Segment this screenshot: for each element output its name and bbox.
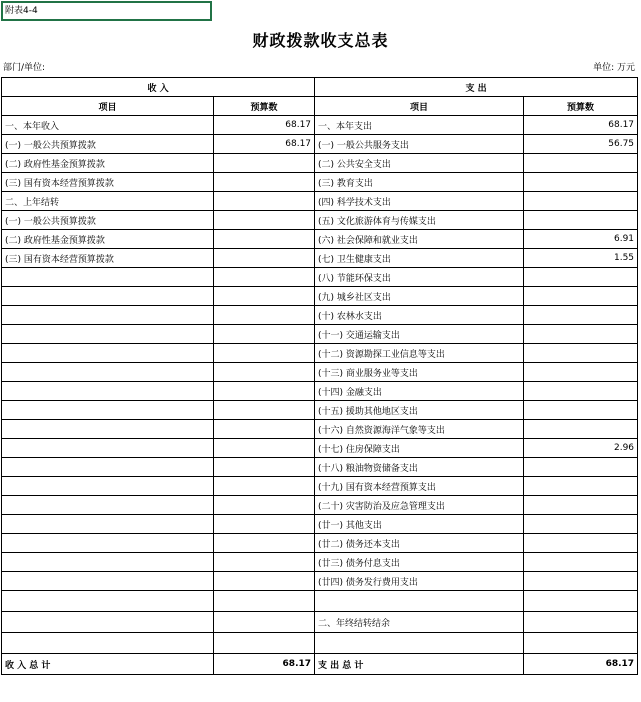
expense-item-header: 项目 [315,97,524,116]
income-value-cell [214,363,315,382]
income-value-cell [214,572,315,591]
expense-value-cell: 6.91 [524,230,638,249]
expense-value-cell [524,287,638,306]
expense-item-cell: (十三) 商业服务业等支出 [315,363,524,382]
expense-value-cell [524,477,638,496]
expense-item-cell: (十七) 住房保障支出 [315,439,524,458]
income-item-cell: 一、本年收入 [2,116,214,135]
income-item-cell [2,420,214,439]
income-value-cell [214,211,315,230]
income-value-cell [214,249,315,268]
income-value-cell [214,612,315,633]
income-item-cell: (一) 一般公共预算拨款 [2,211,214,230]
expense-item-cell: (九) 城乡社区支出 [315,287,524,306]
table-row [2,249,638,268]
expense-total-label: 支 出 总 计 [315,654,524,675]
income-value-cell [214,173,315,192]
income-item-cell [2,591,214,612]
income-budget-header: 预算数 [214,97,315,116]
expense-item-cell: (二十) 灾害防治及应急管理支出 [315,496,524,515]
income-value-cell [214,401,315,420]
income-value-cell [214,287,315,306]
income-item-cell: (二) 政府性基金预算拨款 [2,154,214,173]
expense-item-cell: (十) 农林水支出 [315,306,524,325]
selected-cell-a1[interactable]: 附表4-4 [1,1,212,21]
income-value-cell [214,344,315,363]
expense-value-cell [524,306,638,325]
total-row [2,654,638,675]
expense-value-cell: 1.55 [524,249,638,268]
income-value-cell [214,420,315,439]
expense-value-cell [524,268,638,287]
expense-value-cell [524,572,638,591]
table-row [2,612,638,633]
income-section-header: 收 入 [2,78,315,97]
income-value-cell [214,477,315,496]
table-row [2,363,638,382]
income-item-cell [2,633,214,654]
expense-item-cell: 二、年终结转结余 [315,612,524,633]
income-item-header: 项目 [2,97,214,116]
income-value-cell [214,268,315,287]
unit-label: 单位: 万元 [593,63,635,73]
table-row [2,633,638,654]
table-row [2,382,638,401]
expense-value-cell [524,154,638,173]
table-row [2,420,638,439]
expense-item-cell: (三) 教育支出 [315,173,524,192]
expense-item-cell: (十二) 资源勘探工业信息等支出 [315,344,524,363]
expense-value-cell [524,633,638,654]
income-value-cell [214,515,315,534]
expense-value-cell [524,382,638,401]
table-row [2,325,638,344]
income-value-cell [214,306,315,325]
table-row [2,173,638,192]
income-item-cell [2,496,214,515]
income-item-cell: (一) 一般公共预算拨款 [2,135,214,154]
expense-item-cell: (廿四) 债务发行费用支出 [315,572,524,591]
expense-item-cell: (五) 文化旅游体育与传媒支出 [315,211,524,230]
expense-value-cell [524,420,638,439]
table-row [2,192,638,211]
expense-item-cell: (十九) 国有资本经营预算支出 [315,477,524,496]
income-item-cell: 二、上年结转 [2,192,214,211]
table-row [2,306,638,325]
table-row [2,534,638,553]
expense-section-header: 支 出 [315,78,638,97]
income-item-cell [2,287,214,306]
expense-value-cell [524,591,638,612]
income-total-label: 收 入 总 计 [2,654,214,675]
income-item-cell [2,344,214,363]
expense-item-cell: (一) 一般公共服务支出 [315,135,524,154]
department-label: 部门/单位: [3,63,46,73]
table-row [2,458,638,477]
expense-value-cell: 2.96 [524,439,638,458]
expense-item-cell: (廿一) 其他支出 [315,515,524,534]
expense-item-cell [315,633,524,654]
expense-value-cell [524,553,638,572]
expense-item-cell: (十六) 自然资源海洋气象等支出 [315,420,524,439]
table-row [2,154,638,173]
table-row [2,211,638,230]
expense-value-cell [524,211,638,230]
expense-item-cell: (十八) 粮油物资储备支出 [315,458,524,477]
income-item-cell [2,553,214,572]
income-value-cell [214,458,315,477]
income-item-cell [2,515,214,534]
expense-item-cell: (十五) 援助其他地区支出 [315,401,524,420]
income-item-cell [2,306,214,325]
expense-value-cell [524,325,638,344]
income-value-cell [214,154,315,173]
expense-value-cell [524,496,638,515]
table-row [2,116,638,135]
income-item-cell: (三) 国有资本经营预算拨款 [2,249,214,268]
expense-value-cell [524,401,638,420]
expense-value-cell [524,192,638,211]
table-row [2,572,638,591]
table-row [2,439,638,458]
expense-item-cell: (七) 卫生健康支出 [315,249,524,268]
income-value-cell [214,534,315,553]
income-value-cell: 68.17 [214,135,315,154]
expense-value-cell [524,515,638,534]
report-title: 财政拨款收支总表 [252,31,389,50]
expense-total-value: 68.17 [524,654,638,675]
income-value-cell [214,230,315,249]
table-row [2,230,638,249]
table-row [2,135,638,154]
expense-value-cell: 56.75 [524,135,638,154]
income-value-cell [214,325,315,344]
expense-value-cell [524,344,638,363]
table-row [2,515,638,534]
income-value-cell [214,553,315,572]
expense-value-cell [524,173,638,192]
expense-item-cell [315,591,524,612]
income-item-cell [2,363,214,382]
expense-item-cell: (四) 科学技术支出 [315,192,524,211]
income-item-cell [2,534,214,553]
income-item-cell [2,572,214,591]
expense-item-cell: (八) 节能环保支出 [315,268,524,287]
income-item-cell [2,458,214,477]
income-value-cell: 68.17 [214,116,315,135]
expense-item-cell: (六) 社会保障和就业支出 [315,230,524,249]
income-item-cell: (二) 政府性基金预算拨款 [2,230,214,249]
income-value-cell [214,591,315,612]
table-row [2,553,638,572]
income-total-value: 68.17 [214,654,315,675]
expense-item-cell: 一、本年支出 [315,116,524,135]
expense-value-cell [524,534,638,553]
expense-value-cell [524,363,638,382]
table-row [2,287,638,306]
expense-item-cell: (廿三) 债务付息支出 [315,553,524,572]
income-value-cell [214,496,315,515]
income-item-cell [2,612,214,633]
income-value-cell [214,439,315,458]
table-row [2,477,638,496]
income-item-cell [2,401,214,420]
expense-budget-header: 预算数 [524,97,638,116]
income-value-cell [214,633,315,654]
income-item-cell [2,325,214,344]
expense-item-cell: (十一) 交通运输支出 [315,325,524,344]
income-value-cell [214,192,315,211]
income-value-cell [214,382,315,401]
income-item-cell [2,477,214,496]
expense-value-cell [524,612,638,633]
income-item-cell [2,382,214,401]
section-header-row [2,78,638,97]
income-item-cell [2,439,214,458]
income-item-cell: (三) 国有资本经营预算拨款 [2,173,214,192]
income-item-cell [2,268,214,287]
expense-item-cell: (廿二) 债务还本支出 [315,534,524,553]
expense-value-cell: 68.17 [524,116,638,135]
table-row [2,401,638,420]
budget-table [1,77,638,675]
table-row [2,496,638,515]
expense-value-cell [524,458,638,477]
expense-item-cell: (十四) 金融支出 [315,382,524,401]
table-row [2,344,638,363]
expense-item-cell: (二) 公共安全支出 [315,154,524,173]
table-row [2,268,638,287]
column-header-row [2,97,638,116]
table-row [2,591,638,612]
